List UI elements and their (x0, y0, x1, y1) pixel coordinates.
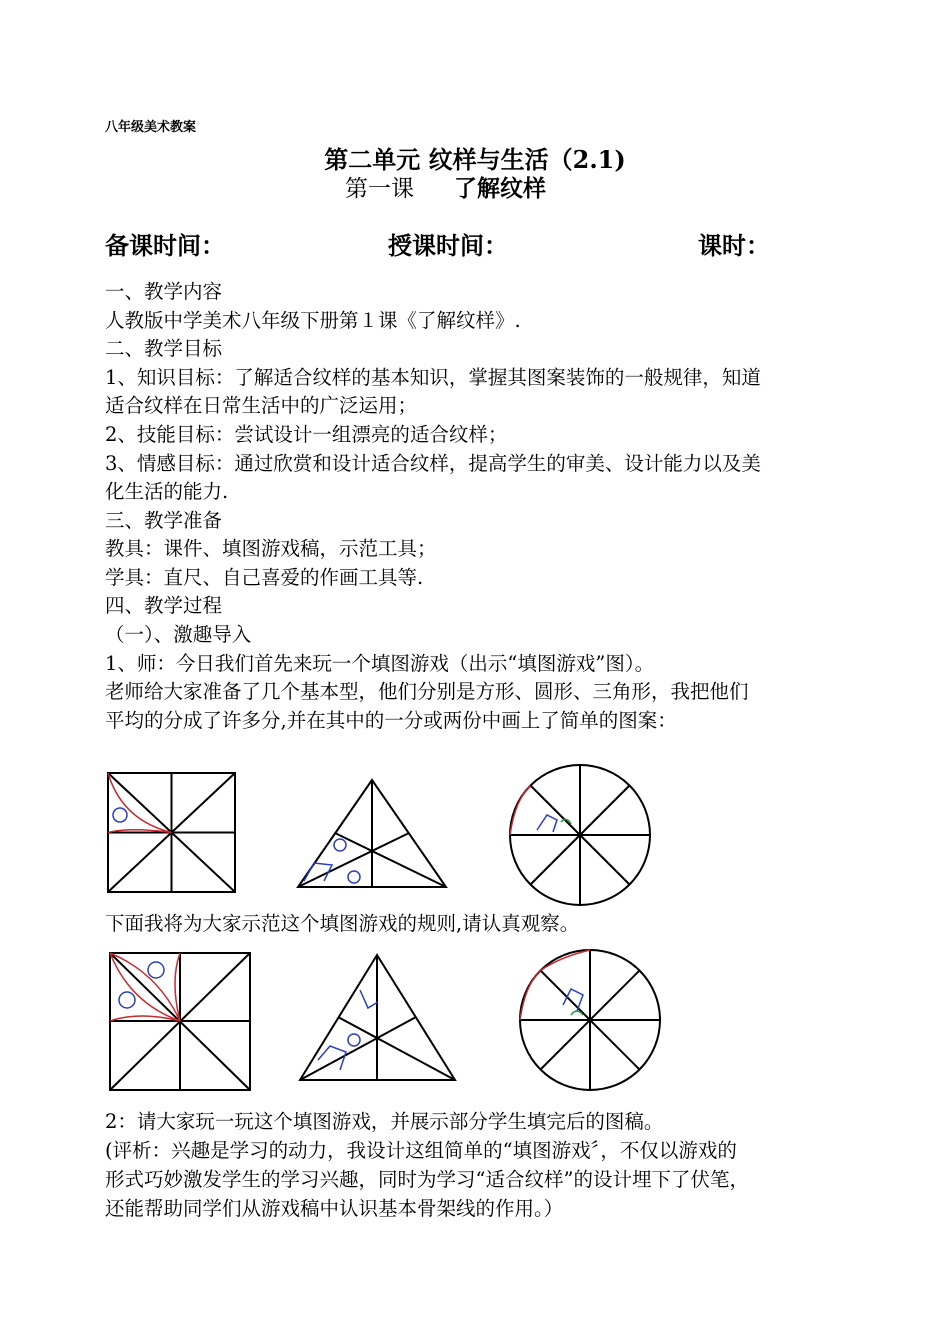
lesson-subtitle (345, 170, 546, 203)
body-line: 一、教学内容 (105, 280, 223, 303)
body-line: 2、技能目标：尝试设计一组漂亮的适合纹样； (105, 423, 508, 446)
page-title: 第二单元 纹样与生活（2.1) (324, 145, 626, 174)
body-line: (评析：兴趣是学习的动力，我设计这组简单的“填图游戏〞，不仅以游戏的 (105, 1139, 737, 1162)
body-line: 1、师：今日我们首先来玩一个填图游戏（出示“填图游戏”图）。 (105, 652, 655, 675)
body-line: 人教版中学美术八年级下册第１课《了解纹样》. (105, 309, 521, 332)
body-line: 四、教学过程 (105, 594, 223, 617)
body-line: 平均的分成了许多分,并在其中的一分或两份中画上了简单的图案： (105, 709, 677, 732)
demo-intro: 下面我将为大家示范这个填图游戏的规则,请认真观察。 (105, 912, 580, 935)
body-line: 二、教学目标 (105, 337, 223, 360)
square-figure-2 (100, 945, 260, 1095)
body-line: 老师给大家准备了几个基本型，他们分别是方形、圆形、三角形，我把他们 (105, 680, 749, 703)
body-line: （一）、激趣导入 (105, 623, 252, 646)
body-line: 还能帮助同学们从游戏稿中认识基本骨架线的作用。） (105, 1197, 564, 1220)
body-line: 1、知识目标：了解适合纹样的基本知识，掌握其图案装饰的一般规律，知道 (105, 366, 761, 389)
lesson-name: 了解纹样 (454, 175, 546, 202)
circle-figure-1 (505, 760, 655, 910)
circle-figure-2 (515, 945, 665, 1095)
body-line: 2：请大家玩一玩这个填图游戏，并展示部分学生填完后的图稿。 (105, 1110, 664, 1133)
body-line: 形式巧妙激发学生的学习兴趣，同时为学习“适合纹样”的设计埋下了伏笔， (105, 1168, 749, 1191)
prep-time-label: 备课时间： (105, 232, 225, 260)
body-line: 适合纹样在日常生活中的广泛运用； (105, 394, 418, 417)
periods-label: 课时： (698, 232, 770, 260)
body-line: 3、情感目标：通过欣赏和设计适合纹样，提高学生的审美、设计能力以及美 (105, 452, 761, 475)
body-line: 教具：课件、填图游戏稿，示范工具； (105, 537, 437, 560)
triangle-figure-2 (290, 950, 465, 1085)
lesson-number: 第一课 (345, 176, 414, 202)
square-figure-1 (100, 765, 245, 900)
triangle-figure-1 (290, 775, 455, 895)
body-line: 学具：直尺、自己喜爱的作画工具等. (105, 566, 424, 589)
body-line: 化生活的能力. (105, 480, 229, 503)
body-line: 三、教学准备 (105, 509, 223, 532)
header-label: 八年级美术教案 (105, 120, 197, 135)
teach-time-label: 授课时间： (388, 232, 508, 260)
